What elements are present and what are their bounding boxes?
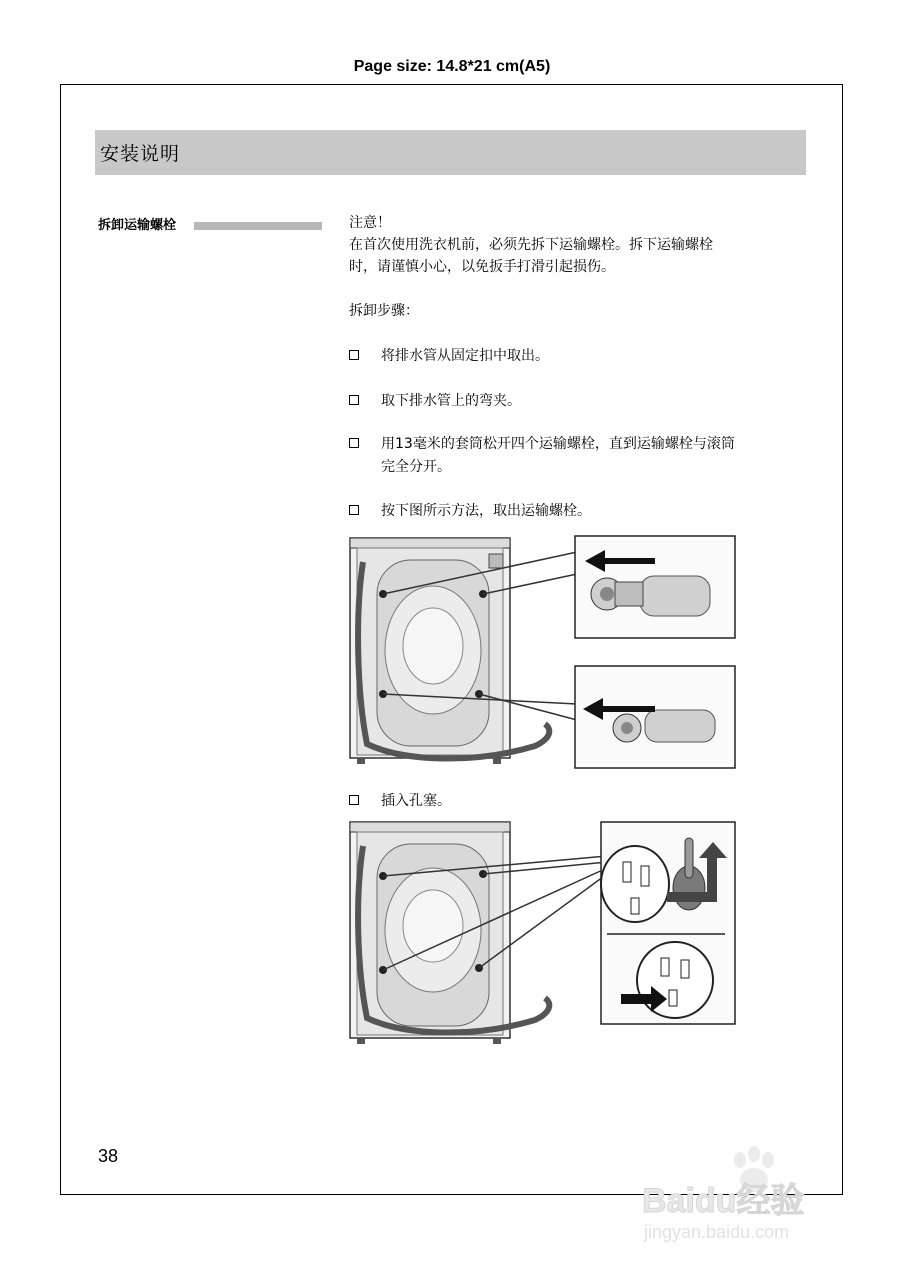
page-number: 38 — [98, 1146, 119, 1166]
side-heading-underline — [194, 222, 322, 230]
list-item-text: 取下排水管上的弯夹。 — [381, 393, 521, 409]
section-title: 安装说明 — [100, 143, 181, 165]
washer-back-view — [350, 538, 549, 764]
baidu-watermark — [640, 1140, 860, 1250]
list-item-text-continued: 完全分开。 — [381, 459, 451, 475]
title-bar — [95, 130, 806, 175]
notice-line-2: 时，请谨慎小心，以免扳手打滑引起损伤。 — [349, 259, 615, 275]
steps-heading: 拆卸步骤： — [349, 303, 419, 319]
notice-label: 注意！ — [349, 215, 391, 231]
watermark-url: jingyan.baidu.com — [644, 1222, 790, 1242]
checkbox-icon — [349, 795, 359, 805]
bolt-removal-figure — [345, 534, 740, 772]
checkbox-icon — [349, 438, 359, 448]
checkbox-icon — [349, 505, 359, 515]
watermark-brand: Baidu经验 — [642, 1182, 805, 1220]
detail-box-bottom — [575, 666, 735, 768]
list-item-text: 用13毫米的套筒松开四个运输螺栓，直到运输螺栓与滚筒 — [381, 436, 735, 452]
checkbox-icon — [349, 350, 359, 360]
list-item-text: 按下图所示方法，取出运输螺栓。 — [381, 503, 591, 519]
plug-insertion-figure — [345, 818, 740, 1048]
list-item-text: 将排水管从固定扣中取出。 — [381, 348, 549, 364]
list-item-text: 插入孔塞。 — [381, 793, 451, 809]
side-heading — [98, 214, 322, 232]
page-size-label: Page size: 14.8*21 cm(A5) — [353, 58, 551, 75]
side-heading-text: 拆卸运输螺栓 — [98, 214, 178, 233]
notice-line-1: 在首次使用洗衣机前，必须先拆下运输螺栓。拆下运输螺栓 — [349, 237, 713, 253]
washer-back-view — [350, 822, 549, 1044]
detail-box-top — [575, 536, 735, 638]
checkbox-icon — [349, 395, 359, 405]
plug-detail-box — [601, 822, 735, 1024]
